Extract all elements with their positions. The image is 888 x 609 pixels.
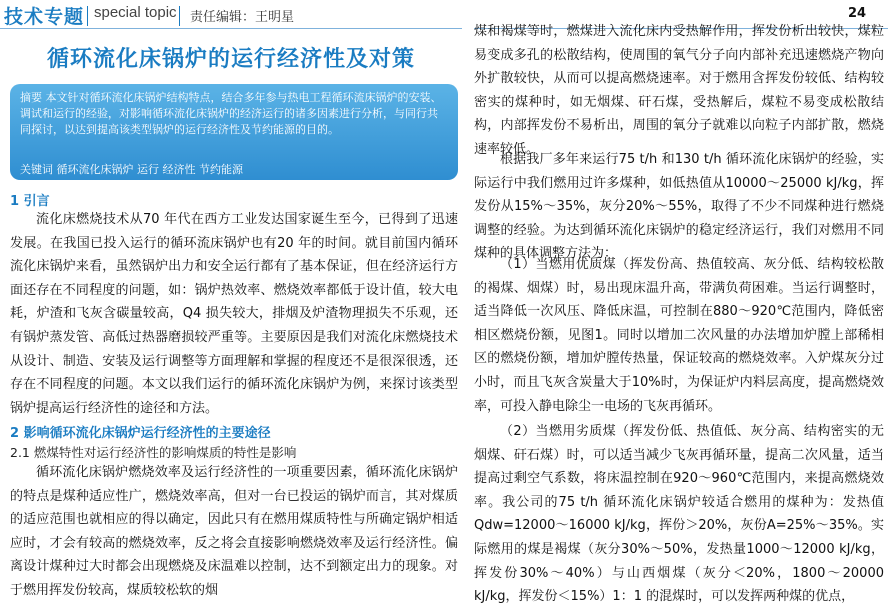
body-paragraph: 循环流化床锅炉燃烧效率及运行经济性的一项重要因素，循环流化床锅炉的特点是煤种适应性广，燃烧效率高，但对一台已投运的锅炉而言，其对煤质的适应范围也就相应的得以确定，因此只有在燃用煤质特性与所确定锅炉相适应时，才会有较高的燃烧效率，反之将会直接影响燃烧效率及运行经济性。偏离设计煤种过大时都会出现燃烧及床温难以控制，达不到额定出力的现象。对于燃用挥发份较高，煤质较松软的烟 [10, 465, 458, 598]
body-paragraph: 流化床燃烧技术从70 年代在西方工业发达国家诞生至今，已得到了迅速发展。在我国已投入运行的循环流床锅炉也有20 年的时间。就目前国内循环流化床锅炉来看，虽然锅炉出力和安全运行都有了基本保证，但在经济运行方面还存在不同程度的问题，如：锅炉热效率、燃烧效率都低于设计值，较大电耗，炉渣和飞灰含碳量较高，Q4 损失较大，排烟及炉渣物理损失不乐观，还有锅炉蒸发管、高低过热器磨损较严重等。主要原因是我们对流化床燃烧技术从设计、制造、安装及运行调整等方面理解和掌握的程度还不是很深很透，还存在不同程度的问题。本文以我们运行的循环流化床锅炉为例，来探讨该类型锅炉提高运行经济性的途径和方法。 [10, 212, 458, 416]
header-divider [179, 6, 180, 26]
subsection-heading: 2.1 燃煤特性对运行经济性的影响煤质的特性是影响 [10, 445, 297, 460]
body-paragraph: （2）当燃用劣质煤（挥发份低、热值低、灰分高、结构密实的无烟煤、矸石煤）时，可以适当减少飞灰再循环量，提高二次风量，适当提高过剩空气系数，将床温控制在920～960℃范围内，来提高燃烧效率。我公司的75 t/h 循环流化床锅炉较适合燃用的煤种为：发热值Qdw=12000～16000 kJ/kg，挥份＞20%，灰份A=25%～35%。实际燃用的煤是褐煤（灰分30%～50%，发热量1000～12000 kJ/kg，挥发份30%～40%）与山西烟煤（灰分＜20%，1800～20000 kJ/kg，挥发份＜15%）1：1 的混煤时，可以发挥两种煤的优点， [474, 424, 884, 605]
column-brand: 技术专题 [4, 6, 85, 28]
body-paragraph: 煤和褐煤等时，燃煤进入流化床内受热解作用，挥发份析出较快，煤粒易变成多孔的松散结构，使周围的氧气分子向内部补充迅速燃烧产物向外扩散较快，从而可以提高燃烧速率。对于燃用含挥发份较低、结构较密实的煤种时，如无烟煤、矸石煤，受热解后，煤粒不易变成松散结构，内部挥发份不易析出，周围的氧分子就难以向粒子内部扩散，燃烧速率较低。 [474, 24, 884, 157]
body-paragraph: （1）当燃用优质煤（挥发份高、热值较高、灰分低、结构较松散的褐煤、烟煤）时，易出现床温升高，带满负荷困难。当运行调整时，适当降低一次风压、降低床温，可控制在880～920℃范围内，降低密相区燃烧份额，见图1。同时以增加二次风量的办法增加炉膛上部稀相区的燃烧份额，增加炉膛传热量，保证较高的燃烧效率。入炉煤灰分过小时，而且飞灰含炭量大于10%时，为保证炉内料层高度，提高燃烧效率，可投入静电除尘一电场的飞灰再循环。 [474, 257, 884, 414]
body-paragraph: 根据我厂多年来运行75 t/h 和130 t/h 循环流化床锅炉的经验，实际运行中我们燃用过许多煤种，如低热值从10000～25000 kJ/kg，挥发份从15%～35%，灰分20%～55%，取得了不少不同煤种进行燃烧调整的经验。为达到循环流化床锅炉的稳定经济运行，我们对燃用不同煤种的具体调整方法为： [474, 152, 884, 262]
abstract-box [10, 84, 458, 180]
article-title: 循环流化床锅炉的运行经济性及对策 [46, 47, 415, 72]
header-divider [87, 6, 88, 26]
keywords-line: 关键词 循环流化床锅炉 运行 经济性 节约能源 [20, 163, 243, 176]
editor-credit: 责任编辑：王明星 [190, 10, 295, 25]
section-heading: 1 引言 [10, 194, 50, 209]
section-heading: 2 影响循环流化床锅炉运行经济性的主要途径 [10, 426, 271, 441]
abstract-text: 摘要 本文针对循环流化床锅炉结构特点，结合多年参与热电工程循环流床锅炉的安装、调试和运行的经验，对影响循环流化床锅炉的经济运行的诸多因素进行分析，与同行共同探讨，以达到提高该类型锅炉的运行经济性及节约能源的目的。 [20, 91, 442, 136]
column-subtitle: special topic [94, 4, 177, 21]
page-number: 24 [848, 6, 867, 21]
header-rule [0, 28, 462, 29]
